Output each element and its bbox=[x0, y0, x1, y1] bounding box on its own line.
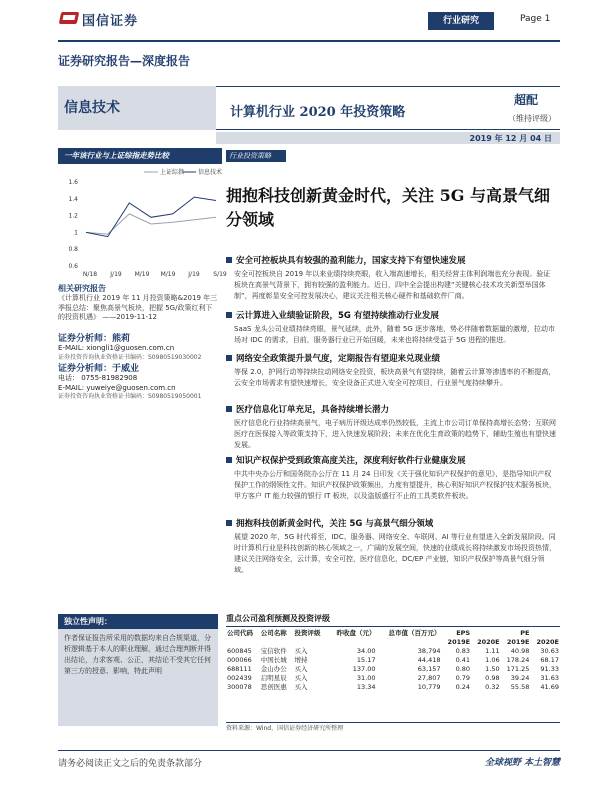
table-row bbox=[226, 646, 560, 655]
sector-panel bbox=[58, 86, 216, 130]
report-tag: 行业研究 bbox=[428, 12, 494, 30]
bullet-section bbox=[226, 309, 556, 346]
bullet-heading bbox=[226, 309, 556, 321]
table-cell: 2019E bbox=[506, 637, 530, 646]
bullet-heading-text: 网络安全政策提升景气度，定期报告有望迎来兑现业绩 bbox=[236, 354, 441, 364]
table-cell: 0.80 bbox=[455, 664, 471, 673]
table-top-rule bbox=[226, 626, 560, 627]
report-date: 2019 年 12 月 04 日 bbox=[469, 134, 552, 143]
legend-a: 上证综指 bbox=[160, 169, 185, 176]
table-cell: 13.34 bbox=[356, 682, 376, 691]
table-cell bbox=[530, 628, 560, 637]
series-line-1 bbox=[86, 197, 216, 237]
table-cell: 30.63 bbox=[540, 646, 559, 655]
table-cell: 买入 bbox=[294, 647, 308, 655]
report-title: 计算机行业 2020 年投资策略 bbox=[230, 105, 406, 120]
table-cell: 38,794 bbox=[417, 646, 441, 655]
table-cell: 买入 bbox=[294, 665, 308, 673]
bullet-heading bbox=[226, 352, 556, 364]
bullet-paragraph: 展望 2020 年，5G 时代将至，IDC、服务器、网络安全、车联网、AI 等行业有望进入全新发展阶段。同时计算机行业是科技创新的核心领域之一，广阔的发展空间，快速的业绩成长将持续激发市场投资热情，建议关注网络安全，云计算，安全可控，医疗信息化，DC/EP 产业链，知识产权保护等高景气细分领域。 bbox=[234, 533, 556, 574]
table-cell: 总市值（百万元） bbox=[388, 629, 441, 637]
bullet-paragraph: 安全可控板块自 2019 年以来业绩持续亮眼，收入端高速增长，相关经营主体利润端也充分表现。验证板块在高景气背景下，拥有较强的盈利能力。近日，四中全会提出构建“关键核心技术攻关新型举国体制”，再度彰显安全可控发展决心，建议关注相关核心硬件和基础软件厂商。 bbox=[234, 270, 551, 300]
bullet-square-icon bbox=[226, 520, 232, 526]
table-cell: 300078 bbox=[227, 682, 252, 691]
bullet-heading-text: 云计算进入业绩验证阶段，5G 有望持续推动行业发展 bbox=[236, 311, 439, 321]
analyst-cert: 证券投资咨询执业资格证书编码：S0980519050001 bbox=[58, 393, 202, 400]
bullet-heading bbox=[226, 254, 556, 266]
y-tick-label: 0.6 bbox=[68, 263, 78, 270]
footer-slogan: 全球视野 本土智慧 bbox=[484, 758, 560, 768]
y-tick-label: 1.2 bbox=[68, 212, 78, 220]
date-strip bbox=[216, 132, 560, 144]
headline: 拥抱科技创新黄金时代，关注 5G 与高景气细分领域 bbox=[226, 186, 550, 229]
table-cell: 55.58 bbox=[510, 682, 530, 691]
table-cell: 31.63 bbox=[540, 673, 559, 682]
bullet-paragraph: 等保 2.0，护网行动等持续拉动网络安全投资，板块高景气有望持续，随着云计算等渗透率的不断提高，云安全市场需求有望快速增长，安全设备正式进入安全可控项目，行业景气度持续攀升。 bbox=[234, 368, 556, 387]
table-bottom-rule bbox=[226, 722, 560, 723]
x-tick-label: S/19 bbox=[213, 271, 227, 278]
company-name: 国信证券 bbox=[82, 13, 139, 29]
table-cell: 002439 bbox=[227, 673, 252, 682]
table-cell: 增持 bbox=[294, 656, 308, 664]
bullet-heading-text: 医疗信息化订单充足，具备持续增长潜力 bbox=[236, 405, 390, 415]
table-cell: 91.33 bbox=[540, 664, 559, 673]
table-row bbox=[226, 682, 560, 691]
table-row bbox=[226, 655, 560, 664]
table-cell: 63,157 bbox=[417, 664, 441, 673]
analyst-2 bbox=[58, 361, 218, 402]
bullet-square-icon bbox=[226, 312, 232, 318]
bullet-heading-text: 拥抱科技创新黄金时代，关注 5G 与高景气细分领域 bbox=[236, 519, 434, 529]
table-title: 重点公司盈利预测及投资评级 bbox=[226, 614, 330, 623]
table-cell: 公司名称 bbox=[260, 629, 287, 637]
table-cell: 投资评级 bbox=[294, 629, 321, 637]
analyst-name: 熊莉 bbox=[112, 334, 131, 344]
x-tick-label: J/19 bbox=[110, 271, 122, 278]
table-cell: 44,418 bbox=[417, 655, 441, 664]
header-divider bbox=[58, 40, 560, 42]
bullet-section bbox=[226, 454, 556, 502]
sector-name: 信息技术 bbox=[64, 100, 120, 116]
legend-b: 信息技术 bbox=[198, 169, 223, 176]
table-cell: 宝信软件 bbox=[260, 647, 287, 655]
x-tick-label: M/19 bbox=[134, 271, 150, 278]
bullet-paragraph: 医疗信息化行业持续高景气，电子病历评级达成率仍然较低，主流上市公司订单保持高增长态势；互联网医疗在医保接入等政策支持下，进入快速发展阶段；未来在优化生育政策的趋势下，辅助生殖也有望快速发展。 bbox=[234, 419, 556, 449]
table-cell: 40.98 bbox=[510, 646, 530, 655]
bullet-paragraph: 中共中央办公厅和国务院办公厅在 11 月 24 日印发《关于强化知识产权保护的意见》，是指导知识产权保护工作的纲领性文件。知识产权保护政策频出，力度有望提升，核心利好知识产权保护技术服务板块，甲方客户 IT 能力较强的银行 IT 板块，以及盗版盛行不止的工具类软件板块。 bbox=[234, 470, 556, 500]
table-cell: 2020E bbox=[536, 637, 559, 646]
analyst-label: 证券分析师： bbox=[58, 334, 113, 344]
table-cell bbox=[293, 637, 327, 646]
bullet-square-icon bbox=[226, 355, 232, 361]
bullet-heading bbox=[226, 454, 556, 466]
table-cell: 买入 bbox=[294, 683, 308, 691]
table-cell: 中国长城 bbox=[260, 656, 287, 664]
table-cell bbox=[260, 637, 294, 646]
trend-chart bbox=[58, 166, 227, 278]
bullet-section bbox=[226, 403, 556, 451]
table-cell: 178.24 bbox=[506, 655, 530, 664]
table-cell: 68.17 bbox=[540, 655, 559, 664]
logo-mark-icon bbox=[60, 12, 78, 26]
note-heading: 独立性声明： bbox=[58, 614, 218, 629]
bullet-heading-text: 安全可控板块具有较强的盈利能力，国家支持下有望快速发展 bbox=[236, 256, 466, 266]
table-cell: 688111 bbox=[227, 664, 252, 673]
table-cell: 39.24 bbox=[510, 673, 530, 682]
bullet-paragraph: SaaS 龙头公司业绩持续亮眼，景气延续，此外，随着 5G 逐步落地，势必伴随着数据量的激增，拉动市场对 IDC 的需求，目前，服务器行业已开始回暖，未来也将持续受益于 5G 进程的推进。 bbox=[234, 325, 556, 344]
y-tick-label: 0.8 bbox=[68, 246, 78, 254]
table-cell: 31.00 bbox=[356, 673, 376, 682]
table-cell bbox=[377, 637, 442, 646]
chart-title: 一年该行业与上证综指走势比较 bbox=[58, 148, 222, 164]
analyst-email: E-MAIL: xiongli1@guosen.com.cn bbox=[58, 344, 175, 352]
rating: 超配 bbox=[513, 93, 538, 107]
table-cell: 公司代码 bbox=[227, 629, 253, 637]
table-row bbox=[226, 637, 560, 646]
table-cell: 15.17 bbox=[356, 655, 376, 664]
table-cell: 2019E bbox=[447, 637, 471, 646]
table-cell: PE bbox=[520, 628, 530, 637]
related-text: 《计算机行业 2019 年 11 月投资策略&2019 年三季报总结：聚焦高景气板块，把握 5G/政策红利下的投资机遇》 ——2019-11-12 bbox=[58, 294, 218, 321]
table-cell: 27,807 bbox=[417, 673, 441, 682]
table-cell: 600845 bbox=[227, 646, 252, 655]
x-tick-label: M/19 bbox=[160, 271, 176, 278]
table-cell: 买入 bbox=[294, 674, 308, 682]
table-cell: 0.41 bbox=[455, 655, 471, 664]
rating-note: （维持评级） bbox=[508, 114, 556, 123]
forecast-table bbox=[226, 628, 560, 691]
footer-disclaimer: 请务必阅读正文之后的免责条款部分 bbox=[58, 759, 203, 769]
bullet-heading bbox=[226, 403, 556, 415]
x-tick-label: J/19 bbox=[188, 271, 200, 278]
table-cell: 0.79 bbox=[455, 673, 471, 682]
bullet-square-icon bbox=[226, 406, 232, 412]
company-logo bbox=[60, 11, 190, 27]
table-cell: 1.50 bbox=[485, 664, 500, 673]
table-cell bbox=[327, 637, 376, 646]
footer-rule bbox=[58, 750, 560, 751]
table-cell bbox=[226, 637, 260, 646]
bullet-section bbox=[226, 517, 556, 576]
table-cell: 金山办公 bbox=[260, 665, 287, 673]
table-cell: 0.32 bbox=[485, 682, 500, 691]
analyst-email: E-MAIL: yuweiye@guosen.com.cn bbox=[58, 383, 176, 392]
page-number: Page 1 bbox=[520, 14, 551, 24]
table-cell: 41.69 bbox=[540, 682, 559, 691]
related-section bbox=[58, 283, 218, 323]
table-cell: 2020E bbox=[477, 637, 500, 646]
table-cell: 0.24 bbox=[455, 682, 471, 691]
table-cell: 昨收盘（元） bbox=[336, 629, 376, 637]
analyst-cert: 证券投资咨询执业资格证书编码：S0980519030002 bbox=[58, 353, 202, 361]
table-cell: 1.06 bbox=[485, 655, 500, 664]
table-cell: 34.00 bbox=[356, 646, 376, 655]
table-cell: 171.25 bbox=[506, 664, 530, 673]
table-cell: 10,779 bbox=[417, 682, 441, 691]
table-cell: 137.00 bbox=[352, 664, 376, 673]
table-cell: 0.98 bbox=[485, 673, 500, 682]
table-source: 资料来源：Wind、国信证券经济研究所整理 bbox=[226, 725, 344, 732]
bullet-section bbox=[226, 352, 556, 389]
analyst-phone: 电话： 0755-81982908 bbox=[58, 374, 138, 382]
table-row bbox=[226, 664, 560, 673]
analyst-label: 证券分析师： bbox=[58, 364, 113, 374]
table-row bbox=[226, 628, 560, 637]
table-cell: 000066 bbox=[227, 655, 252, 664]
y-tick-label: 1.6 bbox=[68, 179, 78, 186]
y-tick-label: 1.4 bbox=[68, 195, 78, 203]
table-cell: EPS bbox=[456, 628, 471, 637]
table-row bbox=[226, 673, 560, 682]
bullet-heading bbox=[226, 517, 556, 529]
table-cell: 1.11 bbox=[485, 646, 500, 655]
bullet-square-icon bbox=[226, 257, 232, 263]
related-heading: 相关研究报告 bbox=[58, 284, 106, 293]
title-panel bbox=[216, 86, 560, 130]
table-cell: 启明星辰 bbox=[260, 674, 287, 682]
analyst-name: 于威业 bbox=[112, 364, 140, 374]
bullet-heading-text: 知识产权保护受到政策高度关注，深度利好软件行业健康发展 bbox=[236, 456, 466, 466]
strategy-tag: 行业投资策略 bbox=[226, 150, 286, 162]
analyst-1 bbox=[58, 331, 218, 362]
note-text: 作者保证报告所采用的数据均来自合规渠道，分析逻辑基于本人的职业理解，通过合理判断并得出结论，力求客观、公正，其结论不受其它任何第三方的授意、影响，特此声明 bbox=[64, 634, 211, 675]
table-cell bbox=[471, 628, 501, 637]
bullet-square-icon bbox=[226, 457, 232, 463]
bullet-section bbox=[226, 254, 556, 302]
table-cell: 0.83 bbox=[455, 646, 471, 655]
report-type: 证券研究报告—深度报告 bbox=[58, 54, 191, 68]
y-tick-label: 1 bbox=[74, 229, 78, 237]
x-tick-label: N/18 bbox=[82, 271, 98, 278]
table-cell: 思创医惠 bbox=[260, 683, 287, 691]
